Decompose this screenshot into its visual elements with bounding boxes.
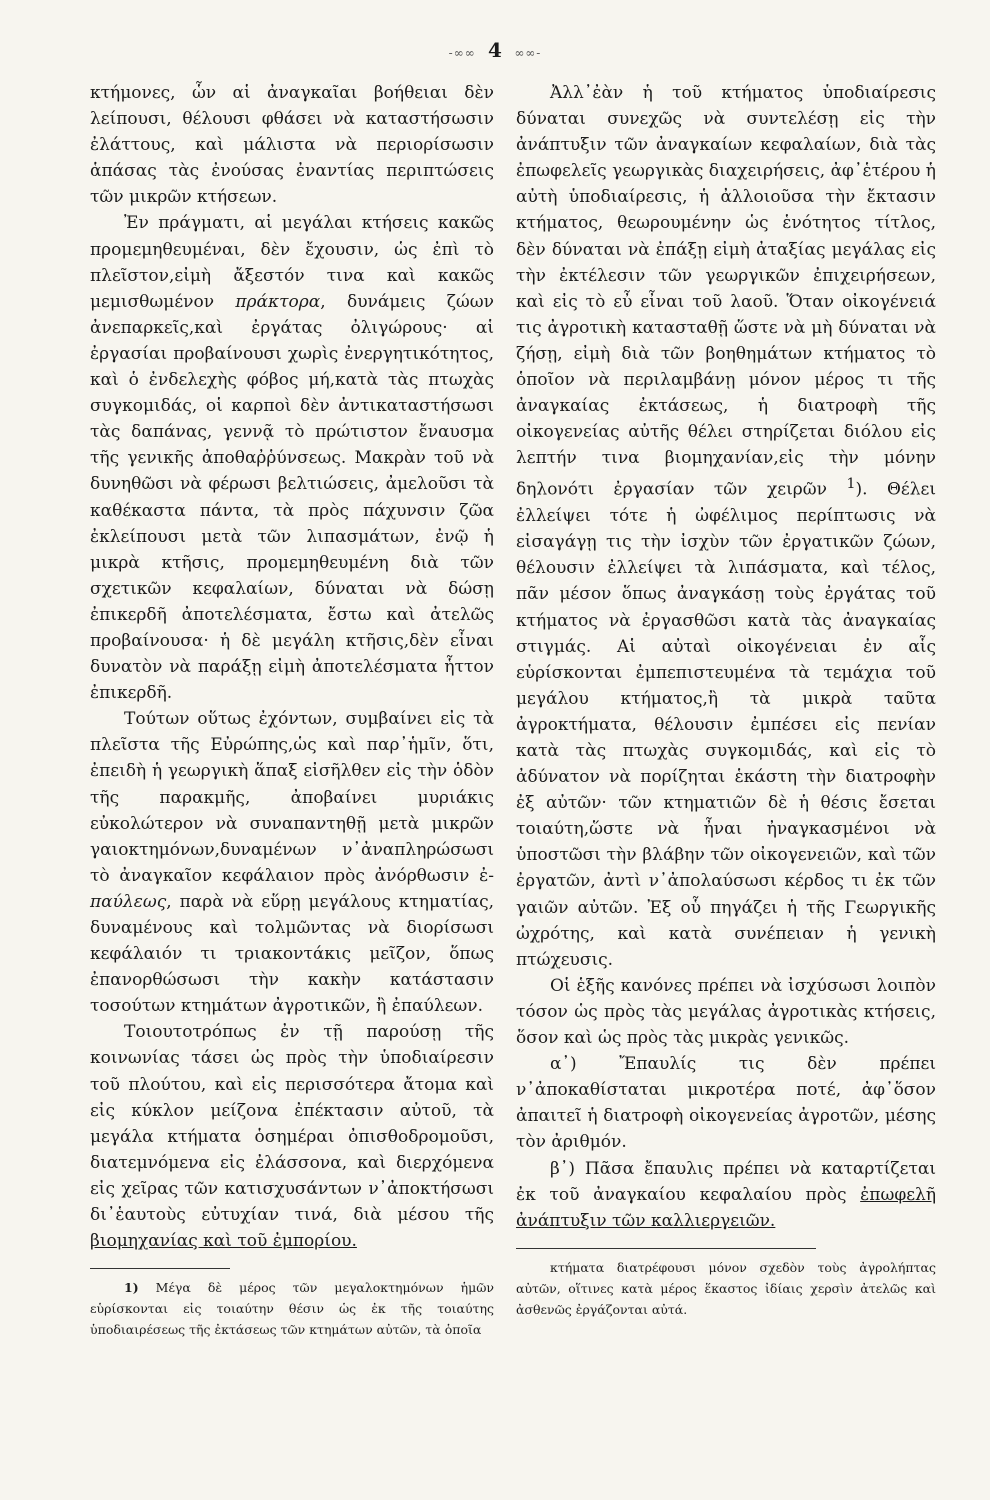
left-paragraph-2-a: Ἐν πράγματι, αἱ μεγάλαι κτήσεις κακῶς προμεμηθευμέναι, δὲν ἔχουσιν, ὡς ἐπὶ τὸ πλεῖστον,εἰμὴ ἄξεστόν τινα καὶ κακῶς μεμισθωμένον [90,213,494,312]
left-footnote [90,1277,494,1340]
right-paragraph-1-a: Ἀλλ᾽ἐὰν ἡ τοῦ κτήματος ὑποδιαίρεσις δύναται συνεχῶς νὰ συντελέσῃ εἰς τὴν ἀνάπτυξιν τῶν ἀναγκαίων κεφαλαίων, διὰ τὰς ἐπωφελεῖς γεωργικὰς διαχειρήσεις, ἀφ᾽ἑτέρου ἡ αὐτὴ ὑποδιαίρεσις, ἡ ἀλλοιοῦσα τὴν ἔκτασιν κτήματος, θεωρουμένην ὡς ἑνότητος τίτλος, δὲν δύναται νὰ ἐπάξῃ εἰμὴ ἀταξίας μεγάλας εἰς τὴν ἐκτέλεσιν τῶν γεωργικῶν ἐπιχειρήσεων, καὶ εἰς τὸ εὖ εἶναι τοῦ λαοῦ. Ὅταν οἰκογένειά τις ἀγροτικὴ κατασταθῇ ὥστε νὰ μὴ δύναται νὰ ζήσῃ, εἰμὴ διὰ τῶν βοηθημάτων κτήματος τὸ ὁποῖον νὰ περιλαμβάνῃ μόνον μέρος τι τῆς ἀναγκαίας ἐκτάσεως, ἡ διατροφὴ τῆς οἰκογενείας αὐτῆς θέλει στηρίζεται διόλου εἰς λεπτήν τινα βιομηχανίαν,εἰς τὴν μόνην δηλονότι ἐργασίαν τῶν χειρῶν [516,83,936,501]
left-footnote-number: 1) [124,1280,139,1296]
left-paragraph-3-italic: παύλεως [90,891,167,912]
right-paragraph-3: α᾽) Ἔπαυλίς τις δὲν πρέπει ν᾽ἀποκαθίσταται μικροτέρα ποτέ, ἀφ᾽ὅσον ἀπαιτεῖ ἡ διατροφὴ οἰκογενείας ἀγροτῶν, μέσης τὸν ἀριθμόν. [516,1054,936,1153]
left-paragraph-3-b: , παρὰ νὰ εὕρῃ μεγάλους κτηματίας, δυναμένους καὶ τολμῶντας νὰ διορίσωσι κεφάλαιόν τι τριακοντάκις μεῖζον, ὅπως ἐπανορθώσωσι τὴν κακὴν κατάστασιν τοσούτων κτημάτων ἀγροτικῶν, ἢ ἐπαύλεων. [90,891,494,1017]
left-paragraph-3-a: Τούτων οὕτως ἐχόντων, συμβαίνει εἰς τὰ πλεῖστα τῆς Εὐρώπης,ὡς καὶ παρ᾽ἡμῖν, ὅτι, ἐπειδὴ ἡ γεωργικὴ ἅπαξ εἰσῆλθεν εἰς τὴν ὁδὸν τῆς παρακμῆς, ἀποβαίνει μυριάκις εὐκολώτερον νὰ συναπαντηθῇ μετὰ μικρῶν γαιοκτημόνων,δυναμένων ν᾽ἀναπληρώσωσι τὸ ἀναγκαῖον κεφάλαιον πρὸς ἀνόρθωσιν ἐ- [90,709,494,886]
right-column [516,80,936,1320]
left-paragraph-3 [90,706,494,1019]
footnote-rule-left [90,1268,230,1269]
right-paragraph-4-a: β᾽) Πᾶσα ἔπαυλις πρέπει νὰ καταρτίζεται ἐκ τοῦ ἀναγκαίου κεφαλαίου πρὸς [516,1158,936,1205]
left-paragraph-1: κτήμονες, ὧν αἱ ἀναγκαῖαι βοήθειαι δὲν λείπουσι, θέλουσι φθάσει νὰ καταστήσωσιν ἐλάττους, καὶ μάλιστα νὰ περιορίσωσιν ἁπάσας τὰς ἐνούσας ἐναντίας περιπτώσεις τῶν μικρῶν κτήσεων. [90,83,494,208]
ornament-left: -∞∞ [448,46,476,60]
footnote-rule-right [516,1248,816,1249]
left-paragraph-2-b: , δυνάμεις ζώων ἀνεπαρκεῖς,καὶ ἐργάτας ὀλιγώρους· αἱ ἐργασίαι προβαίνουσι χωρὶς ἐνεργητικότητος, καὶ ὁ ἐνδελεχὴς φόβος μή,κατὰ τὰς πτωχὰς συγκομιδάς, οἱ καρποὶ δὲν ἀντικαταστήσωσι τὰς δαπάνας, γεννᾷ τὸ πρώτιστον ἔναυσμα τῆς γενικῆς ἀποθαῤῥύνσεως. Μακρὰν τοῦ νὰ δυνηθῶσι νὰ φέρωσι βελτιώσεις, ἀμελοῦσι τὰ καθέκαστα πάντα, τὰ πρὸς πάχυνσιν ζῶα ἐκλείπουσι μετὰ τῶν λιπασμάτων, ἐνῷ ἡ μικρὰ κτῆσις, προμεμηθευμένη διὰ τῶν σχετικῶν κεφαλαίων, δύναται νὰ δώσῃ ἐπικερδῆ ἀποτελέσματα, ἔστω καὶ ἀτελῶς προβαίνουσα· ἡ δὲ μεγάλη κτῆσις,δὲν εἶναι δυνατὸν νὰ παράξῃ εἰμὴ ἀποτελέσματα ἧττον ἐπικερδῆ. [90,291,494,704]
left-paragraph-2-italic: πράκτορα [235,291,321,312]
right-paragraph-2: Οἱ ἑξῆς κανόνες πρέπει νὰ ἰσχύσωσι λοιπὸν τόσον ὡς πρὸς τὰς μεγάλας ἀγροτικὰς κτήσεις, ὅσον καὶ ὡς πρὸς τὰς μικρὰς γενικῶς. [516,975,936,1049]
ornament-right: ∞∞- [514,46,542,60]
left-paragraph-4-a: Τοιουτοτρόπως ἐν τῇ παρούσῃ τῆς κοινωνίας τάσει ὡς πρὸς τὴν ὑποδιαίρεσιν τοῦ πλούτου, καὶ εἰς περισσότερα ἄτομα καὶ εἰς κύκλον μείζονα ἐπέκτασιν αὐτοῦ, τὰ μεγάλα κτήματα ὁσημέραι ὀπισθοδρομοῦσι, διατεμνόμενα εἰς ἐλάσσονα, καὶ διερχόμενα εἰς χεῖρας τῶν κατισχυσάντων ν᾽ἀποκτήσωσι δι᾽ἑαυτοὺς εὐτυχίαν τινά, διὰ μέσου τῆς [90,1022,494,1226]
footnote-ref: 1 [846,476,856,493]
left-footnote-text: Μέγα δὲ μέρος τῶν μεγαλοκτημόνων ἡμῶν εὑρίσκονται εἰς τοιαύτην θέσιν ὡς ἐκ τῆς τοιαύτης ὑποδιαιρέσεως τῆς ἐκτάσεως τῶν κτημάτων αὐτῶν, τὰ ὁποῖα [90,1280,494,1338]
left-paragraph-4-underlined: βιομηχανίας καὶ τοῦ ἐμπορίου. [90,1231,357,1252]
right-paragraph-4-underlined: ἐπωφελῆ ἀνάπτυξιν τῶν καλλιεργειῶν. [516,1184,936,1231]
right-footnote: κτήματα διατρέφουσι μόνον σχεδὸν τοὺς ἀγρολήπτας αὐτῶν, οἵτινες κατὰ μέρος ἕκαστος ἰδίαις χερσὶν ἀτελῶς καὶ ἀσθενῶς ἐργάζονται αὐτά. [516,1259,936,1317]
page-number: 4 [488,38,502,62]
left-paragraph-4 [90,1019,494,1254]
page-header [0,36,990,67]
right-paragraph-1 [516,80,936,973]
right-paragraph-4 [516,1156,936,1234]
left-paragraph-2 [90,210,494,706]
left-column [90,80,494,1340]
right-paragraph-1-b: ). Θέλει ἐλλείψει τότε ἡ ὠφέλιμος περίπτωσις νὰ εἰσαγάγῃ τις τὴν ἰσχὺν τῶν ἐργατικῶν ζώων, θέλουσιν ἐλλείψει τὰ λιπάσματα, καὶ τέλος, πᾶν μέσον ὅπως ἀναγκάσῃ τοὺς ἐργάτας τοῦ κτήματος νὰ ἐργασθῶσι κατὰ τὰς ἀναγκαίας στιγμάς. Αἱ αὐταὶ οἰκογένειαι ἐν αἷς εὑρίσκονται ἐμπεπιστευμένα τὰ τεμάχια τοῦ μεγάλου κτήματος,ἢ τὰ μικρὰ ταῦτα ἀγροκτήματα, θέλουσιν ἐμπέσει εἰς πενίαν κατὰ τὰς πτωχὰς συγκομιδάς, καὶ εἰς τὸ ἀδύνατον νὰ πορίζηται ἑκάστη τὴν διατροφὴν ἐξ αὐτῶν· τῶν κτηματιῶν δὲ ἡ θέσις ἔσεται τοιαύτη,ὥστε νὰ ἦναι ἠναγκασμένοι νὰ ὑποστῶσι τὴν βλάβην τῶν οἰκογενειῶν, καὶ τῶν ἐργατῶν, ἀντὶ ν᾽ἀπολαύσωσι κέρδος τι ἐκ τῶν γαιῶν αὐτῶν. Ἐξ οὗ πηγάζει ἡ τῆς Γεωργικῆς ὠχρότης, καὶ κατὰ συνέπειαν ἡ γενικὴ πτώχευσις. [516,480,936,970]
